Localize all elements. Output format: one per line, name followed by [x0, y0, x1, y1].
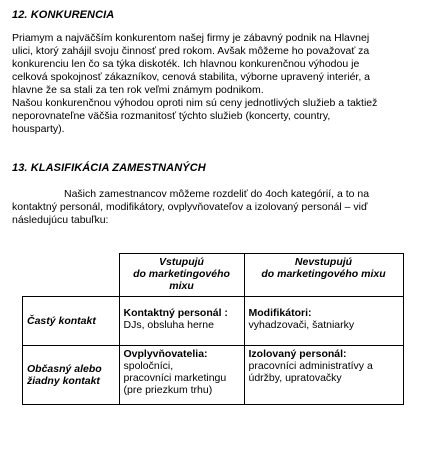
- cell-text: DJs, obsluha herne: [123, 318, 214, 331]
- text-line: Našich zamestnancov môžeme rozdeliť do 4och kategórií, a to na: [64, 188, 370, 200]
- employee-classification-table: [22, 253, 404, 405]
- cell-title: Modifikátori:: [248, 306, 312, 319]
- section-heading-klasifikacia: 13. KLASIFIKÁCIA ZAMESTNANÝCH: [12, 162, 206, 174]
- header-line: mixu: [169, 280, 194, 292]
- konkurencia-paragraph: [12, 32, 416, 136]
- header-nevstupuju: [244, 254, 403, 297]
- section-heading-konkurencia: 12. KONKURENCIA: [12, 9, 115, 21]
- text-line: Priamym a najväčším konkurentom našej firmy je zábavný podnik na Hlavnej: [12, 32, 370, 44]
- cell-title: Ovplyvňovatelia:: [123, 347, 208, 360]
- cell-izolovany-personal: [244, 345, 403, 404]
- text-line: následujúcu tabuľku:: [12, 214, 109, 226]
- header-line: do marketingového mixu: [261, 268, 386, 280]
- row-label-obcasny-kontakt: [23, 345, 120, 404]
- row-label-casty-kontakt: Častý kontakt: [23, 296, 120, 345]
- cell-modifikatori: [244, 296, 403, 345]
- text-line: konkurenciu len čo sa týka diskoték. Ich hlavnou konkurenčnou výhodou je: [12, 58, 360, 70]
- cell-text: spoločníci,: [123, 359, 174, 372]
- cell-title: Kontaktný personál :: [123, 306, 228, 319]
- text-line: Našou konkurenčnou výhodou oproti nim sú ceny jednotlivých služieb a taktiež: [12, 97, 378, 109]
- cell-text: vyhadzovači, šatniarky: [248, 318, 355, 331]
- label-line: žiadny kontakt: [27, 374, 100, 387]
- header-line: do marketingového: [133, 268, 230, 280]
- text-line: celková spokojnosť zákazníkov, cenová stabilita, výborne upravený interiér, a: [12, 71, 371, 83]
- cell-kontaktny-personal: [119, 296, 244, 345]
- empty-corner-cell: [23, 254, 120, 297]
- table-header-row: [23, 254, 404, 297]
- text-line: hlavne že sa stali za ten rok veľmi známym podnikom.: [12, 84, 264, 96]
- header-line: Vstupujú: [159, 256, 204, 268]
- klasifikacia-paragraph: [12, 188, 416, 227]
- text-line: housparty).: [12, 123, 65, 135]
- cell-ovplyvnovatelia: [119, 345, 244, 404]
- table-row: [23, 296, 404, 345]
- text-line: ulici, ktorý zahájil svoju činnosť pred rokom. Avšak môžeme ho považovať za: [12, 45, 370, 57]
- cell-text: (pre priezkum trhu): [123, 383, 213, 396]
- header-vstupuju: [119, 254, 244, 297]
- text-line: neporovnateľne väčšia rozmanitosť týchto služieb (koncerty, country,: [12, 110, 331, 122]
- header-line: Nevstupujú: [294, 256, 353, 268]
- table-row: [23, 345, 404, 404]
- cell-title: Izolovaný personál:: [248, 347, 347, 360]
- cell-text: pracovníci administratívy a: [248, 359, 373, 372]
- cell-text: pracovníci marketingu: [123, 371, 227, 384]
- text-line: kontaktný personál, modifikátory, ovplyvňovateľov a izolovaný personál – viď: [12, 201, 368, 213]
- cell-text: údržby, upratovačky: [248, 371, 342, 384]
- label-line: Občasný alebo: [27, 362, 102, 375]
